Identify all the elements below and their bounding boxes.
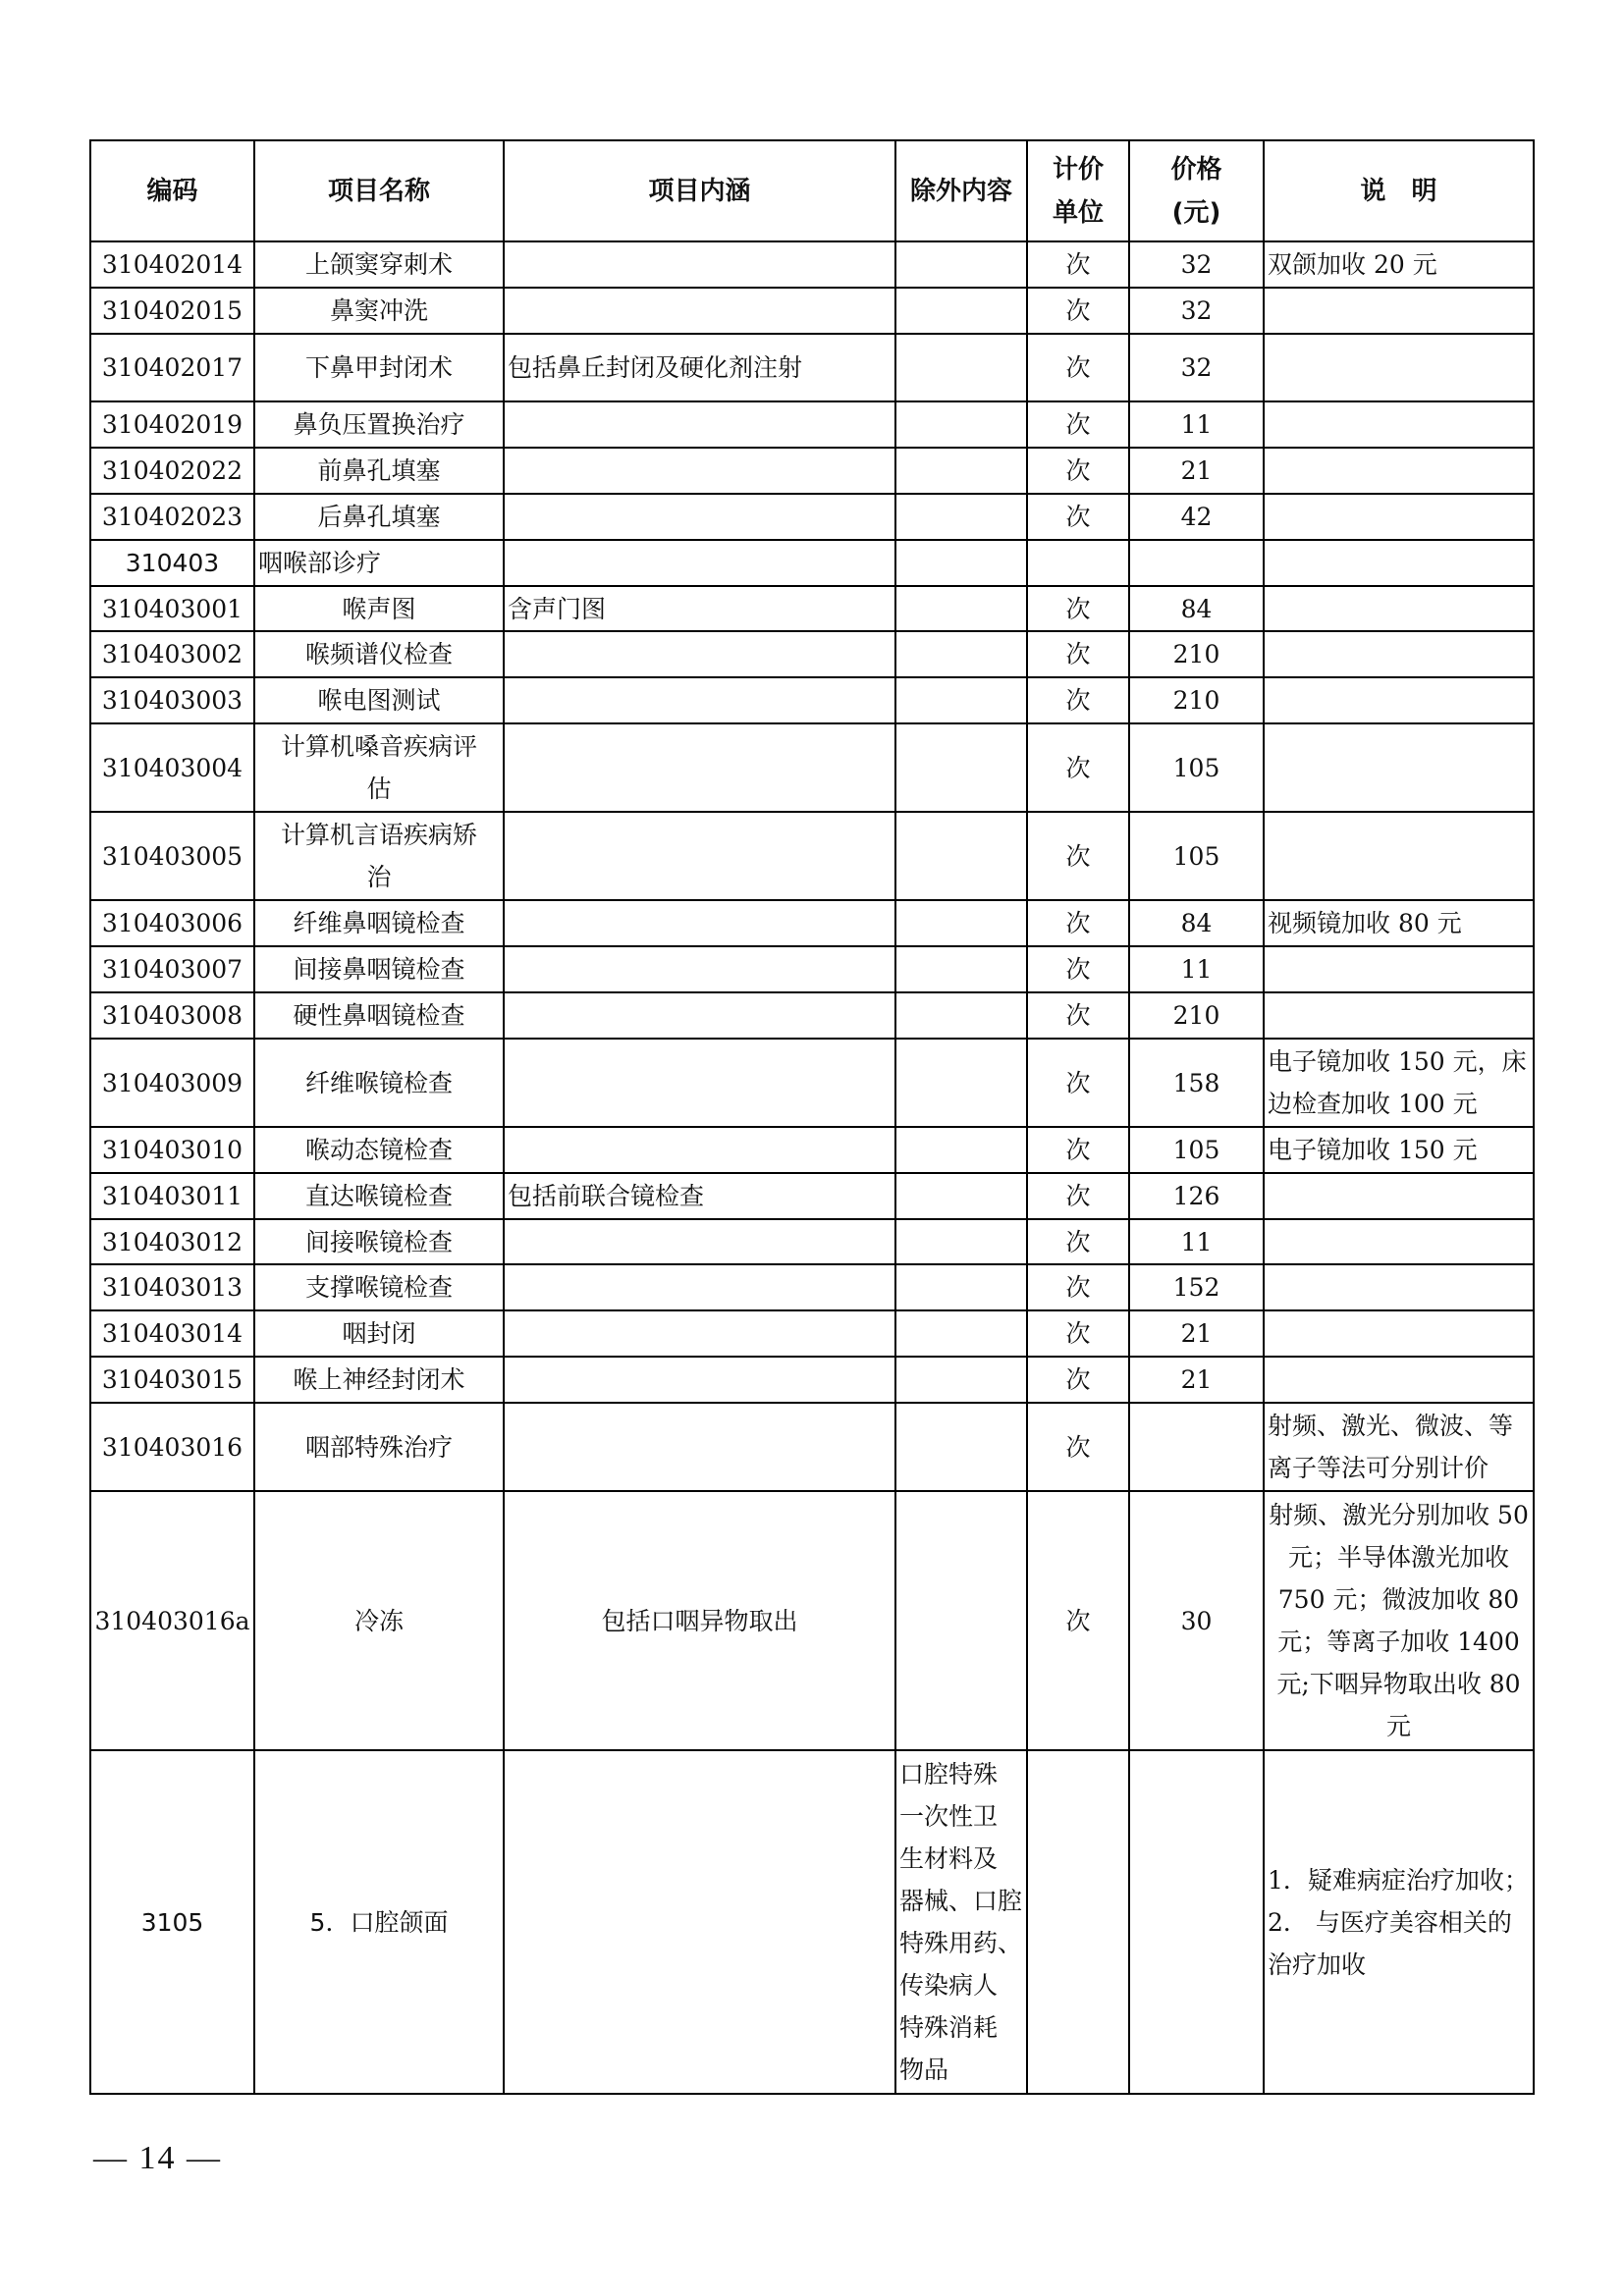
cell-content bbox=[504, 448, 895, 494]
cell-name: 喉上神经封闭术 bbox=[254, 1357, 504, 1403]
cell-excluded bbox=[895, 631, 1027, 677]
cell-price: 105 bbox=[1129, 1127, 1264, 1173]
cell-content bbox=[504, 1310, 895, 1357]
table-row bbox=[90, 334, 1534, 401]
cell-price: 210 bbox=[1129, 631, 1264, 677]
cell-note: 电子镜加收 150 元，床 边检查加收 100 元 bbox=[1264, 1039, 1534, 1127]
cell-code: 310402023 bbox=[90, 494, 254, 540]
cell-unit bbox=[1027, 540, 1129, 586]
page-number: — 14 — bbox=[93, 2140, 222, 2176]
cell-note bbox=[1264, 1264, 1534, 1310]
cell-content bbox=[504, 1750, 895, 2094]
cell-name: 下鼻甲封闭术 bbox=[254, 334, 504, 401]
cell-price: 32 bbox=[1129, 241, 1264, 288]
cell-excluded bbox=[895, 1357, 1027, 1403]
cell-excluded bbox=[895, 241, 1027, 288]
header-excluded: 除外内容 bbox=[895, 140, 1027, 241]
table-row bbox=[90, 1173, 1534, 1219]
cell-name: 计算机嗓音疾病评 估 bbox=[254, 723, 504, 812]
cell-price: 11 bbox=[1129, 1219, 1264, 1264]
cell-note: 射频、激光、微波、等 离子等法可分别计价 bbox=[1264, 1403, 1534, 1491]
cell-excluded bbox=[895, 992, 1027, 1039]
cell-price bbox=[1129, 1750, 1264, 2094]
cell-name: 鼻窦冲洗 bbox=[254, 288, 504, 334]
cell-note: 射频、激光分别加收 50 元；半导体激光加收 750 元；微波加收 80 元；等离子加收 1400 元;下咽异物取出收 80 元 bbox=[1264, 1491, 1534, 1750]
cell-name: 咽封闭 bbox=[254, 1310, 504, 1357]
cell-content bbox=[504, 241, 895, 288]
table-row bbox=[90, 540, 1534, 586]
cell-unit: 次 bbox=[1027, 723, 1129, 812]
cell-name: 支撑喉镜检查 bbox=[254, 1264, 504, 1310]
cell-name: 硬性鼻咽镜检查 bbox=[254, 992, 504, 1039]
cell-unit: 次 bbox=[1027, 448, 1129, 494]
cell-note bbox=[1264, 586, 1534, 631]
cell-name: 喉频谱仪检查 bbox=[254, 631, 504, 677]
cell-price: 21 bbox=[1129, 1357, 1264, 1403]
cell-content bbox=[504, 1264, 895, 1310]
cell-price: 210 bbox=[1129, 677, 1264, 723]
cell-note: 电子镜加收 150 元 bbox=[1264, 1127, 1534, 1173]
cell-excluded bbox=[895, 1491, 1027, 1750]
cell-content bbox=[504, 1403, 895, 1491]
cell-unit: 次 bbox=[1027, 586, 1129, 631]
cell-content bbox=[504, 288, 895, 334]
cell-price: 32 bbox=[1129, 334, 1264, 401]
cell-price bbox=[1129, 1403, 1264, 1491]
cell-price: 126 bbox=[1129, 1173, 1264, 1219]
cell-content bbox=[504, 1219, 895, 1264]
cell-excluded bbox=[895, 1310, 1027, 1357]
cell-content bbox=[504, 723, 895, 812]
cell-code: 310403014 bbox=[90, 1310, 254, 1357]
cell-code: 310402019 bbox=[90, 401, 254, 448]
cell-excluded bbox=[895, 723, 1027, 812]
cell-unit: 次 bbox=[1027, 1403, 1129, 1491]
cell-name: 间接鼻咽镜检查 bbox=[254, 946, 504, 992]
table-row bbox=[90, 1219, 1534, 1264]
cell-note bbox=[1264, 494, 1534, 540]
cell-code: 310403015 bbox=[90, 1357, 254, 1403]
cell-content bbox=[504, 631, 895, 677]
cell-content bbox=[504, 401, 895, 448]
cell-excluded bbox=[895, 946, 1027, 992]
cell-name: 后鼻孔填塞 bbox=[254, 494, 504, 540]
table-row bbox=[90, 1039, 1534, 1127]
cell-note bbox=[1264, 677, 1534, 723]
cell-unit: 次 bbox=[1027, 992, 1129, 1039]
cell-price: 84 bbox=[1129, 586, 1264, 631]
cell-unit bbox=[1027, 1750, 1129, 2094]
cell-price bbox=[1129, 540, 1264, 586]
cell-code: 310403009 bbox=[90, 1039, 254, 1127]
table-row bbox=[90, 1491, 1534, 1750]
cell-name: 直达喉镜检查 bbox=[254, 1173, 504, 1219]
cell-name: 5．口腔颌面 bbox=[254, 1750, 504, 2094]
cell-note bbox=[1264, 946, 1534, 992]
cell-unit: 次 bbox=[1027, 946, 1129, 992]
cell-unit: 次 bbox=[1027, 1310, 1129, 1357]
cell-note: 双颌加收 20 元 bbox=[1264, 241, 1534, 288]
header-content: 项目内涵 bbox=[504, 140, 895, 241]
cell-price: 32 bbox=[1129, 288, 1264, 334]
cell-code: 310403011 bbox=[90, 1173, 254, 1219]
cell-code: 310403010 bbox=[90, 1127, 254, 1173]
cell-content bbox=[504, 540, 895, 586]
cell-code: 310403013 bbox=[90, 1264, 254, 1310]
cell-unit: 次 bbox=[1027, 401, 1129, 448]
table-row bbox=[90, 1310, 1534, 1357]
cell-excluded bbox=[895, 540, 1027, 586]
cell-content bbox=[504, 1127, 895, 1173]
cell-excluded bbox=[895, 677, 1027, 723]
cell-unit: 次 bbox=[1027, 494, 1129, 540]
cell-excluded bbox=[895, 494, 1027, 540]
cell-code: 310403004 bbox=[90, 723, 254, 812]
table-header-row bbox=[90, 140, 1534, 241]
cell-name: 上颌窦穿刺术 bbox=[254, 241, 504, 288]
cell-note bbox=[1264, 1357, 1534, 1403]
cell-name: 纤维喉镜检查 bbox=[254, 1039, 504, 1127]
cell-unit: 次 bbox=[1027, 631, 1129, 677]
cell-price: 84 bbox=[1129, 900, 1264, 946]
cell-code: 310403005 bbox=[90, 812, 254, 900]
cell-unit: 次 bbox=[1027, 1173, 1129, 1219]
cell-name: 间接喉镜检查 bbox=[254, 1219, 504, 1264]
cell-code: 310403016 bbox=[90, 1403, 254, 1491]
table-row bbox=[90, 992, 1534, 1039]
cell-unit: 次 bbox=[1027, 1127, 1129, 1173]
cell-excluded bbox=[895, 334, 1027, 401]
cell-unit: 次 bbox=[1027, 1039, 1129, 1127]
cell-note bbox=[1264, 1219, 1534, 1264]
table-row bbox=[90, 1127, 1534, 1173]
cell-code: 310403006 bbox=[90, 900, 254, 946]
cell-unit: 次 bbox=[1027, 1219, 1129, 1264]
cell-code: 310403007 bbox=[90, 946, 254, 992]
table-row bbox=[90, 677, 1534, 723]
cell-price: 21 bbox=[1129, 1310, 1264, 1357]
cell-content bbox=[504, 900, 895, 946]
cell-content bbox=[504, 1357, 895, 1403]
cell-name: 计算机言语疾病矫 治 bbox=[254, 812, 504, 900]
table-row bbox=[90, 1357, 1534, 1403]
table-row bbox=[90, 494, 1534, 540]
cell-unit: 次 bbox=[1027, 900, 1129, 946]
cell-note bbox=[1264, 448, 1534, 494]
table-row bbox=[90, 723, 1534, 812]
cell-excluded bbox=[895, 1403, 1027, 1491]
cell-code: 310402022 bbox=[90, 448, 254, 494]
cell-price: 210 bbox=[1129, 992, 1264, 1039]
cell-unit: 次 bbox=[1027, 812, 1129, 900]
table-row bbox=[90, 241, 1534, 288]
cell-excluded bbox=[895, 401, 1027, 448]
cell-content bbox=[504, 1039, 895, 1127]
cell-excluded bbox=[895, 1219, 1027, 1264]
cell-unit: 次 bbox=[1027, 241, 1129, 288]
cell-note bbox=[1264, 401, 1534, 448]
cell-price: 42 bbox=[1129, 494, 1264, 540]
cell-unit: 次 bbox=[1027, 288, 1129, 334]
header-note: 说 明 bbox=[1264, 140, 1534, 241]
cell-code: 310402015 bbox=[90, 288, 254, 334]
table-row bbox=[90, 1403, 1534, 1491]
cell-note bbox=[1264, 540, 1534, 586]
price-table bbox=[89, 139, 1535, 2095]
cell-name: 喉声图 bbox=[254, 586, 504, 631]
cell-code: 310403 bbox=[90, 540, 254, 586]
cell-content bbox=[504, 946, 895, 992]
cell-excluded bbox=[895, 1127, 1027, 1173]
cell-price: 21 bbox=[1129, 448, 1264, 494]
cell-excluded bbox=[895, 812, 1027, 900]
cell-content: 包括口咽异物取出 bbox=[504, 1491, 895, 1750]
cell-excluded bbox=[895, 288, 1027, 334]
cell-name: 咽部特殊治疗 bbox=[254, 1403, 504, 1491]
cell-note bbox=[1264, 1173, 1534, 1219]
cell-note bbox=[1264, 992, 1534, 1039]
cell-note: 视频镜加收 80 元 bbox=[1264, 900, 1534, 946]
cell-excluded bbox=[895, 1173, 1027, 1219]
cell-excluded bbox=[895, 448, 1027, 494]
cell-name: 鼻负压置换治疗 bbox=[254, 401, 504, 448]
header-code: 编码 bbox=[90, 140, 254, 241]
cell-unit: 次 bbox=[1027, 1491, 1129, 1750]
cell-code: 310402014 bbox=[90, 241, 254, 288]
cell-price: 11 bbox=[1129, 946, 1264, 992]
cell-unit: 次 bbox=[1027, 1264, 1129, 1310]
cell-content bbox=[504, 812, 895, 900]
cell-content bbox=[504, 677, 895, 723]
cell-price: 105 bbox=[1129, 812, 1264, 900]
cell-content: 包括鼻丘封闭及硬化剂注射 bbox=[504, 334, 895, 401]
header-name: 项目名称 bbox=[254, 140, 504, 241]
cell-price: 152 bbox=[1129, 1264, 1264, 1310]
table-row bbox=[90, 812, 1534, 900]
cell-code: 310403012 bbox=[90, 1219, 254, 1264]
header-price: 价格 (元) bbox=[1129, 140, 1264, 241]
cell-code: 310403016a bbox=[90, 1491, 254, 1750]
cell-unit: 次 bbox=[1027, 677, 1129, 723]
header-unit: 计价 单位 bbox=[1027, 140, 1129, 241]
table-row bbox=[90, 401, 1534, 448]
cell-name: 前鼻孔填塞 bbox=[254, 448, 504, 494]
table-row bbox=[90, 1750, 1534, 2094]
cell-content bbox=[504, 494, 895, 540]
cell-name: 冷冻 bbox=[254, 1491, 504, 1750]
table-row bbox=[90, 1264, 1534, 1310]
cell-note: 1．疑难病症治疗加收； 2． 与医疗美容相关的 治疗加收 bbox=[1264, 1750, 1534, 2094]
cell-price: 105 bbox=[1129, 723, 1264, 812]
cell-content bbox=[504, 992, 895, 1039]
cell-price: 158 bbox=[1129, 1039, 1264, 1127]
cell-name: 喉电图测试 bbox=[254, 677, 504, 723]
table-row bbox=[90, 631, 1534, 677]
cell-excluded: 口腔特殊 一次性卫 生材料及 器械、口腔 特殊用药、 传染病人 特殊消耗 物品 bbox=[895, 1750, 1027, 2094]
table-row bbox=[90, 288, 1534, 334]
cell-code: 310403003 bbox=[90, 677, 254, 723]
cell-code: 310402017 bbox=[90, 334, 254, 401]
cell-code: 3105 bbox=[90, 1750, 254, 2094]
cell-name: 咽喉部诊疗 bbox=[254, 540, 504, 586]
cell-name: 纤维鼻咽镜检查 bbox=[254, 900, 504, 946]
cell-excluded bbox=[895, 586, 1027, 631]
cell-excluded bbox=[895, 1264, 1027, 1310]
cell-note bbox=[1264, 334, 1534, 401]
cell-excluded bbox=[895, 900, 1027, 946]
cell-name: 喉动态镜检查 bbox=[254, 1127, 504, 1173]
cell-code: 310403001 bbox=[90, 586, 254, 631]
cell-excluded bbox=[895, 1039, 1027, 1127]
table-row bbox=[90, 448, 1534, 494]
table-row bbox=[90, 900, 1534, 946]
cell-unit: 次 bbox=[1027, 334, 1129, 401]
cell-content: 含声门图 bbox=[504, 586, 895, 631]
cell-price: 30 bbox=[1129, 1491, 1264, 1750]
cell-note bbox=[1264, 1310, 1534, 1357]
cell-code: 310403008 bbox=[90, 992, 254, 1039]
cell-note bbox=[1264, 288, 1534, 334]
cell-price: 11 bbox=[1129, 401, 1264, 448]
cell-unit: 次 bbox=[1027, 1357, 1129, 1403]
cell-note bbox=[1264, 723, 1534, 812]
cell-content: 包括前联合镜检查 bbox=[504, 1173, 895, 1219]
table-row bbox=[90, 586, 1534, 631]
table-row bbox=[90, 946, 1534, 992]
cell-code: 310403002 bbox=[90, 631, 254, 677]
cell-note bbox=[1264, 812, 1534, 900]
cell-note bbox=[1264, 631, 1534, 677]
